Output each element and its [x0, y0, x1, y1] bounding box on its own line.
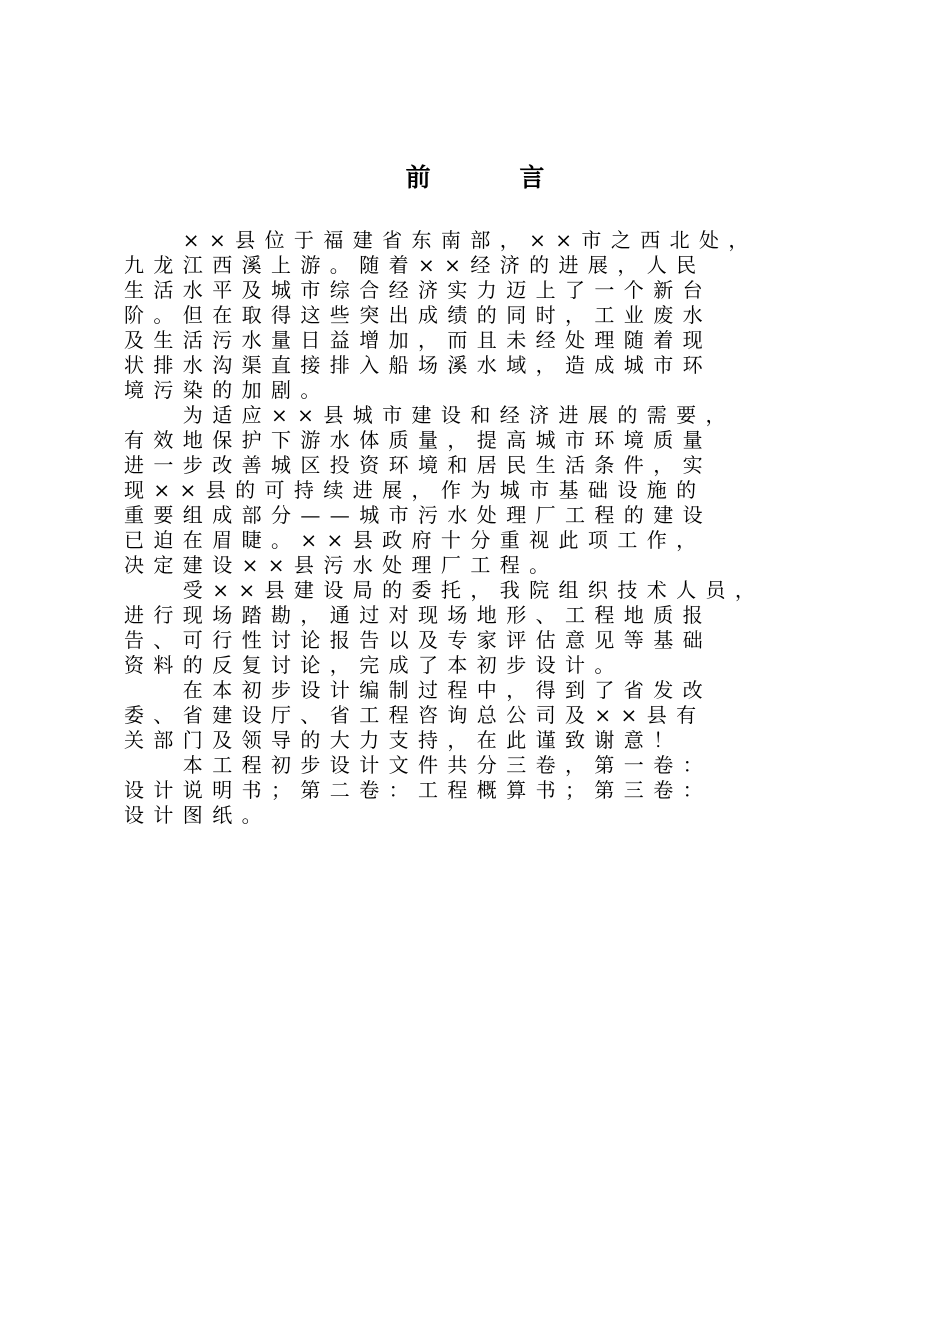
- text-line: 及生活污水量日益增加，而且未经处理随着现: [124, 328, 712, 352]
- text-line: 境污染的加剧。: [124, 378, 330, 402]
- text-line: 告、可行性讨论报告以及专家评估意见等基础: [124, 628, 712, 652]
- text-line: 为适应××县城市建设和经济进展的需要，: [124, 403, 735, 427]
- text-line: 设计图纸。: [124, 803, 271, 827]
- page-title: 前 言: [405, 163, 585, 192]
- text-line: 状排水沟渠直接排入船场溪水域，造成城市环: [124, 353, 712, 377]
- text-line: 有效地保护下游水体质量，提高城市环境质量: [124, 428, 712, 452]
- text-line: 设计说明书；第二卷：工程概算书；第三卷：: [124, 778, 712, 802]
- text-line: 进行现场踏勘，通过对现场地形、工程地质报: [124, 603, 712, 627]
- text-line: 已迫在眉睫。××县政府十分重视此项工作，: [124, 528, 706, 552]
- text-line: 资料的反复讨论，完成了本初步设计。: [124, 653, 624, 677]
- text-line: 在本初步设计编制过程中，得到了省发改: [124, 678, 712, 702]
- preface-body: [124, 228, 814, 828]
- text-line: 受××县建设局的委托，我院组织技术人员，: [124, 578, 765, 602]
- text-line: 九龙江西溪上游。随着××经济的进展，人民: [124, 253, 706, 277]
- text-line: ××县位于福建省东南部，××市之西北处，: [124, 228, 758, 252]
- text-line: 关部门及领导的大力支持，在此谨致谢意！: [124, 728, 683, 752]
- text-line: 进一步改善城区投资环境和居民生活条件，实: [124, 453, 712, 477]
- text-line: 委、省建设厅、省工程咨询总公司及××县有: [124, 703, 706, 727]
- text-line: 重要组成部分——城市污水处理厂工程的建设: [124, 503, 712, 527]
- text-line: 本工程初步设计文件共分三卷，第一卷：: [124, 753, 712, 777]
- text-line: 决定建设××县污水处理厂工程。: [124, 553, 559, 577]
- text-line: 生活水平及城市综合经济实力迈上了一个新台: [124, 278, 712, 302]
- text-line: 阶。但在取得这些突出成绩的同时，工业废水: [124, 303, 712, 327]
- text-line: 现××县的可持续进展，作为城市基础设施的: [124, 478, 706, 502]
